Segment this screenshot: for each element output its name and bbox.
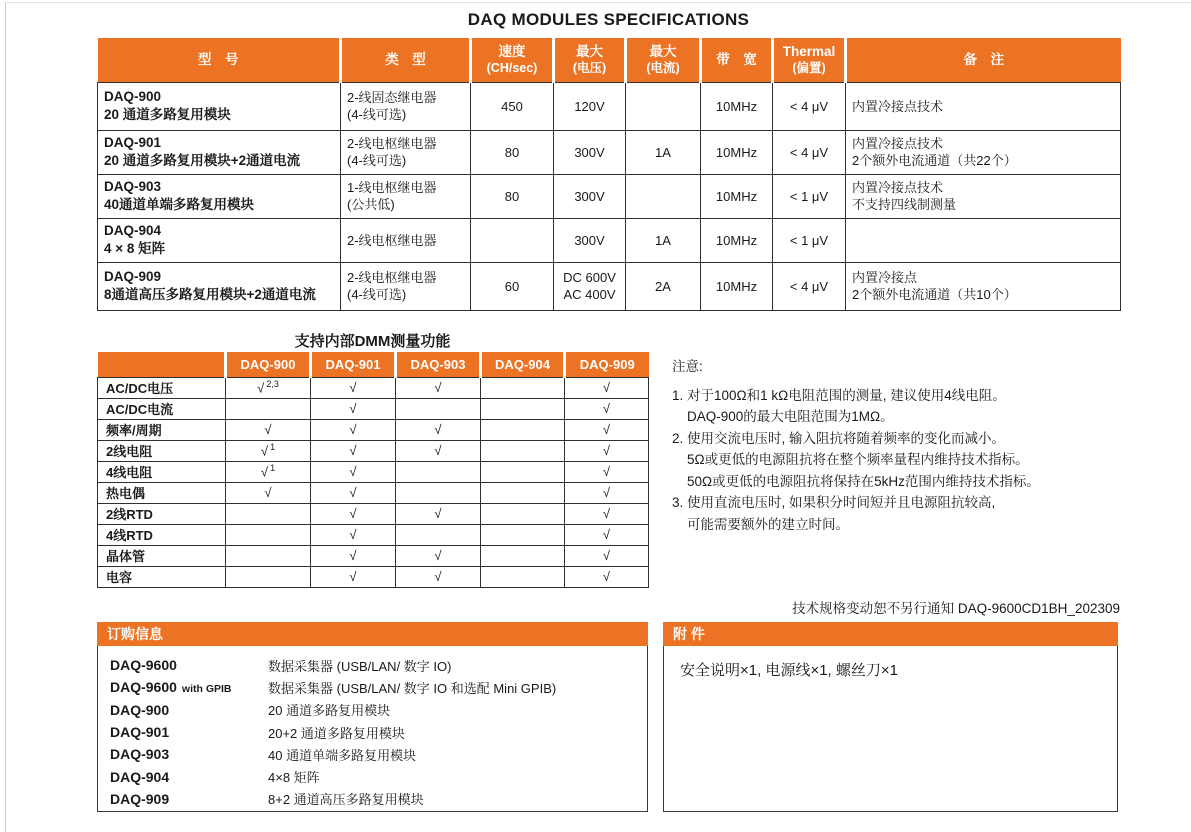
note-line: 5Ω或更低的电源阻抗将在整个频率量程内维持技术指标。 <box>687 452 1029 467</box>
check-mark: √ <box>434 548 442 563</box>
col-header-remark: 备 注 <box>846 38 1121 82</box>
remark-line: 内置冷接点技术 <box>852 98 944 114</box>
order-desc: 4×8 矩阵 <box>268 770 320 786</box>
check-mark: √ <box>602 527 611 542</box>
dmm-table-header <box>98 352 649 377</box>
max-voltage-value: 300V <box>574 188 605 204</box>
order-model: DAQ-901 <box>110 724 170 741</box>
accessories-box <box>663 622 1118 812</box>
bandwidth-value: 10MHz <box>701 130 773 174</box>
check-mark: √ <box>257 380 265 396</box>
feature-label: 2线RTD <box>98 503 226 524</box>
col-header-type: 类 型 <box>341 38 471 82</box>
check-mark: √ <box>434 422 442 437</box>
dmm-table-title: 支持内部DMM测量功能 <box>294 333 451 350</box>
max-current-value <box>626 174 701 218</box>
check-mark: √ <box>349 380 357 395</box>
ordering-item <box>98 765 647 787</box>
model-name: DAQ-904 <box>104 223 162 238</box>
check-mark: √ <box>602 464 611 479</box>
check-mark: √ <box>602 485 611 500</box>
check-mark: √ <box>434 569 442 584</box>
check-mark: √ <box>602 443 611 458</box>
feature-label: 4线RTD <box>98 524 226 545</box>
order-model: DAQ-909 <box>110 790 170 807</box>
model-name: DAQ-900 <box>104 89 162 104</box>
check-mark: √ <box>349 401 357 416</box>
remark-line: 内置冷接点技术 <box>852 136 944 151</box>
order-desc: 20+2 通道多路复用模块 <box>268 725 405 741</box>
model-name: DAQ-909 <box>104 269 162 284</box>
check-mark: √ <box>260 464 269 480</box>
check-mark: √ <box>349 464 357 479</box>
relay-type: 2-线电枢继电器 <box>347 232 437 248</box>
thermal-value: < 4 μV <box>773 82 846 130</box>
max-voltage-value: DC 600V <box>563 270 616 285</box>
relay-type: 1-线电枢继电器 <box>347 180 437 195</box>
check-mark: √ <box>602 401 611 416</box>
note-line: DAQ-900的最大电阻范围为1MΩ。 <box>687 409 894 424</box>
check-mark: √ <box>434 506 442 521</box>
page-edge-top <box>5 2 1191 3</box>
check-mark: √ <box>349 506 357 521</box>
order-model: DAQ-903 <box>110 746 170 763</box>
max-voltage-value: 300V <box>574 232 605 248</box>
col-header-max-voltage: 最大 (电压) <box>554 38 626 82</box>
model-name: DAQ-903 <box>104 179 162 194</box>
dmm-row: 2线电阻 √ $^1$ √ √ √ <box>98 440 649 461</box>
col-header-max-current: 最大 (电流) <box>626 38 701 82</box>
dmm-row <box>98 503 649 524</box>
max-voltage-value: 300V <box>574 144 605 160</box>
feature-label: AC/DC电压 <box>98 377 226 398</box>
bandwidth-value: 10MHz <box>701 174 773 218</box>
dmm-row: AC/DC电压 √ $^{2,3}$ √ √ √ <box>98 377 649 398</box>
dmm-col-daq900: DAQ-900 <box>226 352 311 377</box>
dmm-row <box>98 524 649 545</box>
spec-row-daq909: DAQ-909 8通道高压多路复用模块+2通道电流 2-线电枢继电器 (4-线可选) 60 DC 600V AC 400V 2A 10MHz < 4 μV 内置冷接点 2个额外电流通道（共10个） <box>98 262 1121 310</box>
spec-row-daq901: DAQ-901 20 通道多路复用模块+2通道电流 2-线电枢继电器 (4-线可选) 80 300V 1A 10MHz < 4 μV 内置冷接点技术 2个额外电流通道（共22个） <box>98 130 1121 174</box>
spec-row-daq903: DAQ-903 40通道单端多路复用模块 1-线电枢继电器 (公共低) 80 300V 10MHz < 1 μV 内置冷接点技术 不支持四线制测量 <box>98 174 1121 218</box>
dmm-row <box>98 545 649 566</box>
check-mark: √ <box>349 548 357 563</box>
col-header-bandwidth: 带 宽 <box>701 38 773 82</box>
spec-row-daq904 <box>98 218 1121 262</box>
dmm-row <box>98 398 649 419</box>
order-model: DAQ-9600 <box>110 657 177 674</box>
note-line: 3. 使用直流电压时, 如果积分时间短并且电源阻抗较高, <box>672 495 996 510</box>
spec-row-daq900: DAQ-900 20 通道多路复用模块 2-线固态继电器 (4-线可选) 450 120V 10MHz < 4 μV 内置冷接点技术 <box>98 82 1121 130</box>
check-mark: √ <box>349 569 357 584</box>
speed-value: 80 <box>471 174 554 218</box>
check-mark: √ <box>349 422 357 437</box>
relay-type: 2-线固态继电器 <box>347 90 437 105</box>
ordering-item <box>98 654 647 676</box>
max-current-value <box>626 82 701 130</box>
model-desc: 20 通道多路复用模块+2通道电流 <box>104 153 301 168</box>
order-desc: 8+2 通道高压多路复用模块 <box>268 792 424 808</box>
feature-label: AC/DC电流 <box>98 398 226 419</box>
order-desc: 40 通道单端多路复用模块 <box>268 747 417 763</box>
dmm-row <box>98 419 649 440</box>
remark-line: 内置冷接点技术 <box>852 180 944 195</box>
dmm-corner-cell <box>98 352 226 377</box>
accessories-content: 安全说明×1, 电源线×1, 螺丝刀×1 <box>680 662 898 679</box>
note-line: 可能需要额外的建立时间。 <box>687 516 849 532</box>
order-desc: 20 通道多路复用模块 <box>268 703 391 719</box>
ordering-item <box>98 721 647 743</box>
col-header-model: 型 号 <box>98 38 341 82</box>
col-header-thermal: Thermal (偏置) <box>773 38 846 82</box>
check-mark: √ <box>434 443 442 458</box>
dmm-row <box>98 482 649 503</box>
model-desc: 4 × 8 矩阵 <box>104 241 166 256</box>
bandwidth-value: 10MHz <box>701 82 773 130</box>
bandwidth-value: 10MHz <box>701 262 773 310</box>
feature-label: 热电偶 <box>98 482 226 503</box>
thermal-value: < 1 μV <box>773 174 846 218</box>
relay-type: 2-线电枢继电器 <box>347 270 437 285</box>
ordering-item <box>98 699 647 721</box>
check-mark: √ <box>349 527 357 542</box>
dmm-col-daq909: DAQ-909 <box>565 352 649 377</box>
thermal-value: < 4 μV <box>773 262 846 310</box>
ordering-item <box>98 788 647 810</box>
order-model: DAQ-900 <box>110 701 170 718</box>
feature-label: 电容 <box>98 566 226 587</box>
feature-label: 晶体管 <box>98 545 226 566</box>
ordering-item <box>98 743 647 765</box>
notes-title: 注意: <box>672 359 703 374</box>
feature-label: 2线电阻 <box>98 440 226 461</box>
notes-section <box>672 356 1142 535</box>
model-name: DAQ-901 <box>104 135 162 150</box>
order-desc: 数据采集器 (USB/LAN/ 数字 IO) <box>268 658 452 674</box>
feature-label: 频率/周期 <box>98 419 226 440</box>
spec-table-header <box>98 38 1121 82</box>
thermal-value: < 1 μV <box>773 218 846 262</box>
ordering-info-box <box>97 622 648 812</box>
daq-spec-table <box>97 38 1121 311</box>
check-mark: √ <box>349 485 357 500</box>
bandwidth-value: 10MHz <box>701 218 773 262</box>
check-mark: √ <box>264 422 272 437</box>
max-current-value: 1A <box>626 218 701 262</box>
check-mark: √ <box>602 506 611 521</box>
check-mark: √ <box>349 443 357 458</box>
feature-label: 4线电阻 <box>98 461 226 482</box>
speed-value <box>471 218 554 262</box>
max-voltage-value: 120V <box>574 98 605 114</box>
speed-value: 450 <box>471 82 554 130</box>
note-line: 2. 使用交流电压时, 输入阻抗将随着频率的变化而减小。 <box>672 430 1006 446</box>
ordering-info-header: 订购信息 <box>97 622 648 646</box>
remark-line: 内置冷接点 <box>852 270 918 285</box>
max-current-value: 2A <box>626 262 701 310</box>
dmm-row <box>98 566 649 587</box>
check-mark: √ <box>602 380 611 395</box>
check-mark: √ <box>260 443 269 459</box>
dmm-col-daq901: DAQ-901 <box>311 352 396 377</box>
ordering-item <box>98 676 647 698</box>
page-title: DAQ MODULES SPECIFICATIONS <box>467 10 750 29</box>
dmm-col-daq903: DAQ-903 <box>396 352 481 377</box>
col-header-speed: 速度 (CH/sec) <box>471 38 554 82</box>
order-model: DAQ-904 <box>110 768 170 785</box>
order-model-suffix: with GPIB <box>181 683 232 696</box>
accessories-header: 附 件 <box>663 622 1118 646</box>
thermal-value: < 4 μV <box>773 130 846 174</box>
dmm-support-table <box>97 352 649 588</box>
max-current-value: 1A <box>626 130 701 174</box>
page-edge-left <box>5 2 6 832</box>
dmm-row: 4线电阻 √ $^1$ √ √ <box>98 461 649 482</box>
speed-value: 80 <box>471 130 554 174</box>
order-desc: 数据采集器 (USB/LAN/ 数字 IO 和选配 Mini GPIB) <box>268 680 557 696</box>
revision-note: 技术规格变动恕不另行通知 DAQ-9600CD1BH_202309 <box>792 601 1120 616</box>
note-line: 1. 对于100Ω和1 kΩ电阻范围的测量, 建议使用4线电阻。 <box>672 387 1006 403</box>
dmm-col-daq904: DAQ-904 <box>481 352 565 377</box>
check-mark: √ <box>602 569 611 584</box>
check-mark: √ <box>602 422 611 437</box>
relay-type: 2-线电枢继电器 <box>347 136 437 151</box>
check-mark: √ <box>602 548 611 563</box>
model-desc: 40通道单端多路复用模块 <box>104 197 255 212</box>
model-desc: 8通道高压多路复用模块+2通道电流 <box>104 287 316 302</box>
speed-value: 60 <box>471 262 554 310</box>
note-line: 50Ω或更低的电源阻抗将保持在5kHz范围内维持技术指标。 <box>687 473 1040 489</box>
check-mark: √ <box>434 380 442 395</box>
check-mark: √ <box>264 485 272 500</box>
order-model: DAQ-9600 <box>110 679 177 696</box>
model-desc: 20 通道多路复用模块 <box>104 107 231 122</box>
